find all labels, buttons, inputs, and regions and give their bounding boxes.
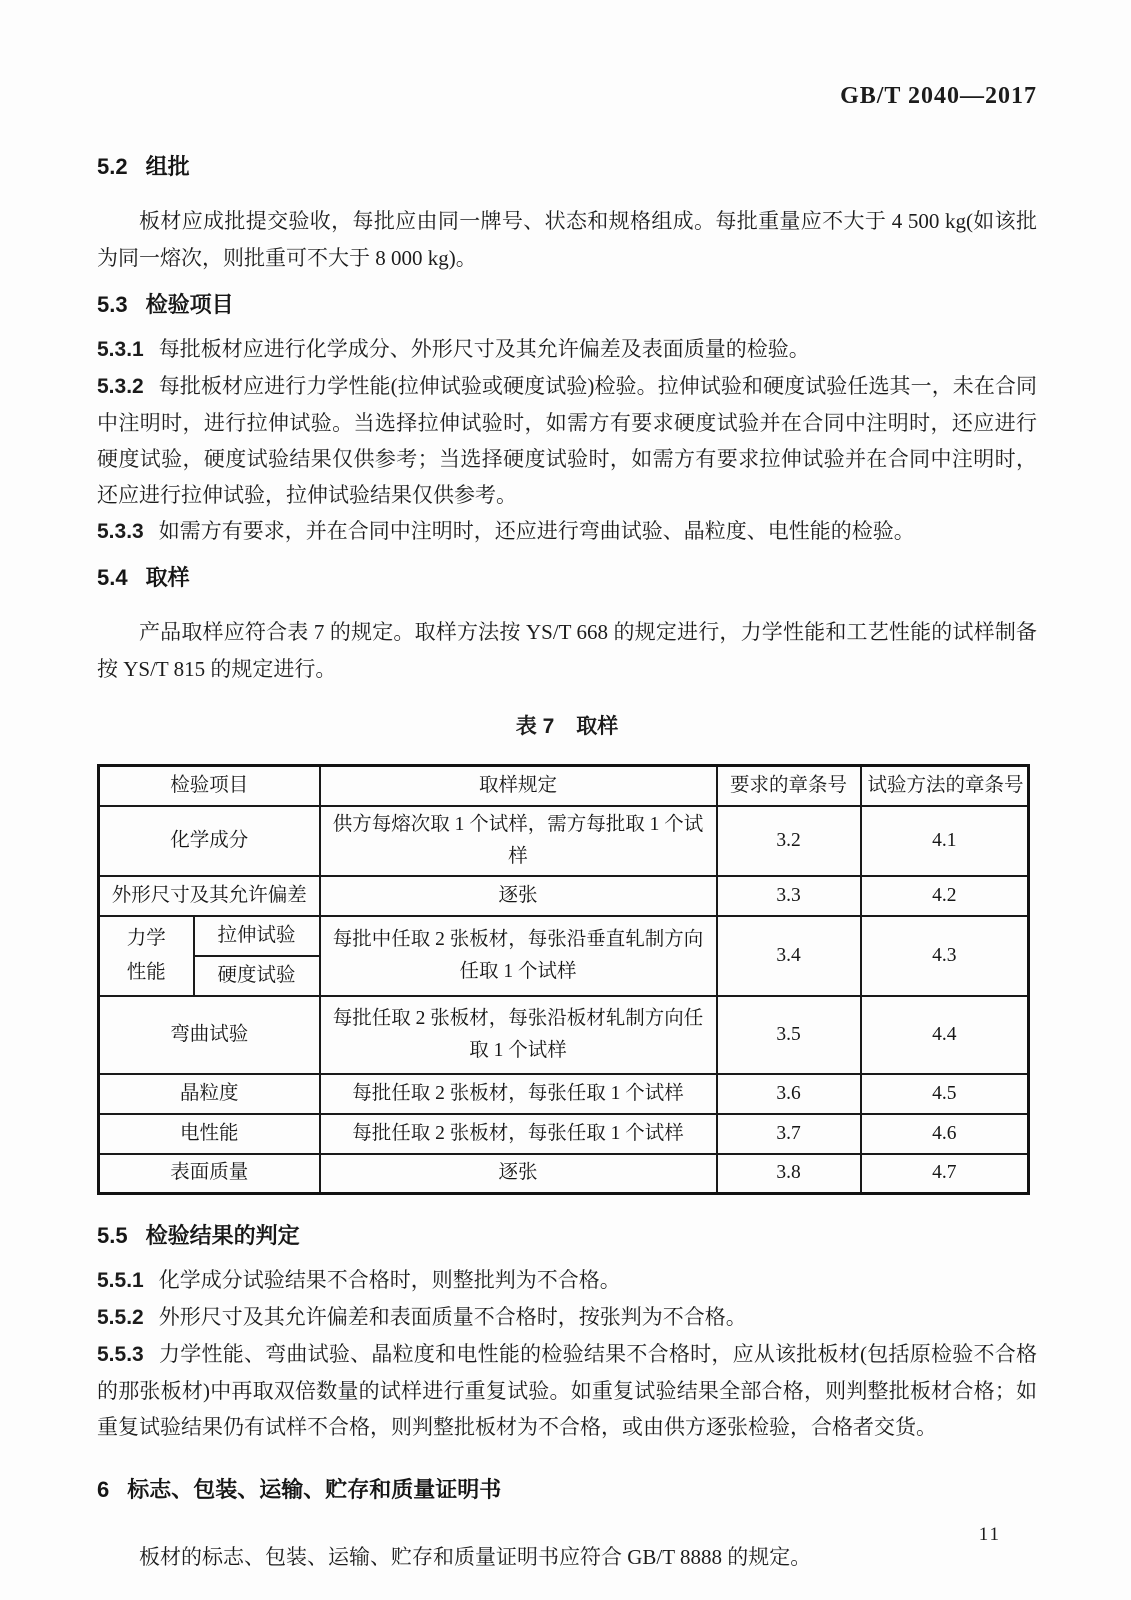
cell-item: 电性能	[99, 1114, 320, 1154]
cell-item: 弯曲试验	[99, 996, 320, 1074]
clause-5-5-2	[97, 1299, 1037, 1336]
cell-item: 晶粒度	[99, 1074, 320, 1114]
table-row-grain	[99, 1074, 1029, 1114]
cell-method: 4.4	[861, 996, 1029, 1074]
clause-5-5-3-number: 5.5.3	[97, 1343, 144, 1366]
clause-5-5-2-number: 5.5.2	[97, 1306, 144, 1329]
table-7	[97, 764, 1030, 1195]
section-5-4-heading	[97, 563, 1037, 593]
table-row-chemical	[99, 806, 1029, 876]
table-row-bending	[99, 996, 1029, 1074]
table-row-surface	[99, 1154, 1029, 1194]
cell-req: 3.8	[717, 1154, 861, 1194]
cell-sub-tensile: 拉伸试验	[194, 916, 320, 956]
section-5-3-title: 检验项目	[145, 292, 234, 317]
section-5-3-heading	[97, 290, 1037, 320]
table-7-caption-label: 表 7	[515, 715, 555, 738]
section-5-3-number: 5.3	[97, 292, 128, 317]
cell-method: 4.1	[861, 806, 1029, 876]
table-7-header-item: 检验项目	[99, 766, 320, 806]
cell-req: 3.6	[717, 1074, 861, 1114]
doc-code-header: GB/T 2040—2017	[840, 83, 1037, 109]
clause-5-3-2-text: 每批板材应进行力学性能(拉伸试验或硬度试验)检验。拉伸试验和硬度试验任选其一，未在合同中注明时，进行拉伸试验。当选择拉伸试验时，如需方有要求硬度试验并在合同中注明时，还应进行硬度试验，硬度试验结果仅供参考；当选择硬度试验时，如需方有要求拉伸试验并在合同中注明时，还应进行拉伸试验，拉伸试验结果仅供参考。	[97, 374, 1037, 507]
section-6-title: 标志、包装、运输、贮存和质量证明书	[127, 1477, 502, 1502]
table-7-header-method: 试验方法的章条号	[861, 766, 1029, 806]
section-6-heading	[97, 1475, 1037, 1505]
clause-5-5-3-text: 力学性能、弯曲试验、晶粒度和电性能的检验结果不合格时，应从该批板材(包括原检验不合格的那张板材)中再取双倍数量的试样进行重复试验。如重复试验结果全部合格，则判整批板材合格；如重复试验结果仍有试样不合格，则判整批板材为不合格，或由供方逐张检验，合格者交货。	[97, 1342, 1037, 1439]
cell-rule: 每批任取 2 张板材，每张沿板材轧制方向任取 1 个试样	[320, 996, 717, 1074]
cell-rule: 供方每熔次取 1 个试样，需方每批取 1 个试样	[320, 806, 717, 876]
cell-method: 4.7	[861, 1154, 1029, 1194]
cell-req: 3.2	[717, 806, 861, 876]
table-7-header-req: 要求的章条号	[717, 766, 861, 806]
section-5-5-number: 5.5	[97, 1223, 128, 1248]
cell-rule: 每批中任取 2 张板材，每张沿垂直轧制方向任取 1 个试样	[320, 916, 717, 996]
clause-5-3-3-number: 5.3.3	[97, 520, 144, 543]
page-number: 11	[978, 1524, 1001, 1545]
cell-sub-hardness: 硬度试验	[194, 956, 320, 996]
table-7-caption-title: 取样	[576, 715, 619, 738]
section-5-3-clauses	[97, 331, 1037, 550]
cell-req: 3.5	[717, 996, 861, 1074]
clause-5-3-3-text: 如需方有要求，并在合同中注明时，还应进行弯曲试验、晶粒度、电性能的检验。	[158, 519, 915, 543]
section-6-number: 6	[97, 1477, 110, 1502]
section-5-2-number: 5.2	[97, 154, 128, 179]
clause-5-3-2-number: 5.3.2	[97, 375, 144, 398]
section-5-4-body: 产品取样应符合表 7 的规定。取样方法按 YS/T 668 的规定进行，力学性能和工艺性能的试样制备按 YS/T 815 的规定进行。	[97, 620, 1037, 681]
clause-5-5-2-text: 外形尺寸及其允许偏差和表面质量不合格时，按张判为不合格。	[158, 1305, 747, 1329]
table-7-caption	[97, 712, 1037, 742]
section-5-5-title: 检验结果的判定	[145, 1223, 300, 1248]
cell-rule: 每批任取 2 张板材，每张任取 1 个试样	[320, 1114, 717, 1154]
cell-method: 4.5	[861, 1074, 1029, 1114]
section-5-2-title: 组批	[145, 154, 190, 179]
cell-item: 化学成分	[99, 806, 320, 876]
clause-5-3-3	[97, 513, 1037, 550]
table-row-mechanical-tensile	[99, 916, 1029, 956]
cell-method: 4.6	[861, 1114, 1029, 1154]
clause-5-3-1	[97, 331, 1037, 368]
cell-item: 外形尺寸及其允许偏差	[99, 876, 320, 916]
section-5-4-title: 取样	[145, 565, 190, 590]
clause-5-5-3	[97, 1336, 1037, 1445]
cell-req: 3.7	[717, 1114, 861, 1154]
table-row-dimensions	[99, 876, 1029, 916]
section-5-2-body: 板材应成批提交验收，每批应由同一牌号、状态和规格组成。每批重量应不大于 4 500 kg(如该批为同一熔次，则批重可不大于 8 000 kg)。	[97, 209, 1037, 270]
cell-req: 3.4	[717, 916, 861, 996]
section-5-5-clauses	[97, 1262, 1037, 1445]
cell-req: 3.3	[717, 876, 861, 916]
clause-5-5-1	[97, 1262, 1037, 1299]
cell-item-group	[99, 916, 194, 996]
clause-5-3-1-number: 5.3.1	[97, 338, 144, 361]
cell-item: 表面质量	[99, 1154, 320, 1194]
clause-5-5-1-number: 5.5.1	[97, 1269, 144, 1292]
cell-rule: 每批任取 2 张板材，每张任取 1 个试样	[320, 1074, 717, 1114]
mechanical-group-label: 力学性能	[126, 927, 166, 983]
clause-5-3-1-text: 每批板材应进行化学成分、外形尺寸及其允许偏差及表面质量的检验。	[158, 337, 810, 361]
cell-rule: 逐张	[320, 876, 717, 916]
table-row-electrical	[99, 1114, 1029, 1154]
table-header-row	[99, 766, 1029, 806]
clause-5-5-1-text: 化学成分试验结果不合格时，则整批判为不合格。	[158, 1268, 621, 1292]
cell-method: 4.3	[861, 916, 1029, 996]
clause-5-3-2	[97, 368, 1037, 513]
section-5-2-heading	[97, 152, 1037, 182]
cell-method: 4.2	[861, 876, 1029, 916]
section-5-4-number: 5.4	[97, 565, 128, 590]
section-5-5-heading	[97, 1221, 1037, 1251]
table-7-header-rule: 取样规定	[320, 766, 717, 806]
section-6-body: 板材的标志、包装、运输、贮存和质量证明书应符合 GB/T 8888 的规定。	[139, 1545, 812, 1569]
cell-rule: 逐张	[320, 1154, 717, 1194]
